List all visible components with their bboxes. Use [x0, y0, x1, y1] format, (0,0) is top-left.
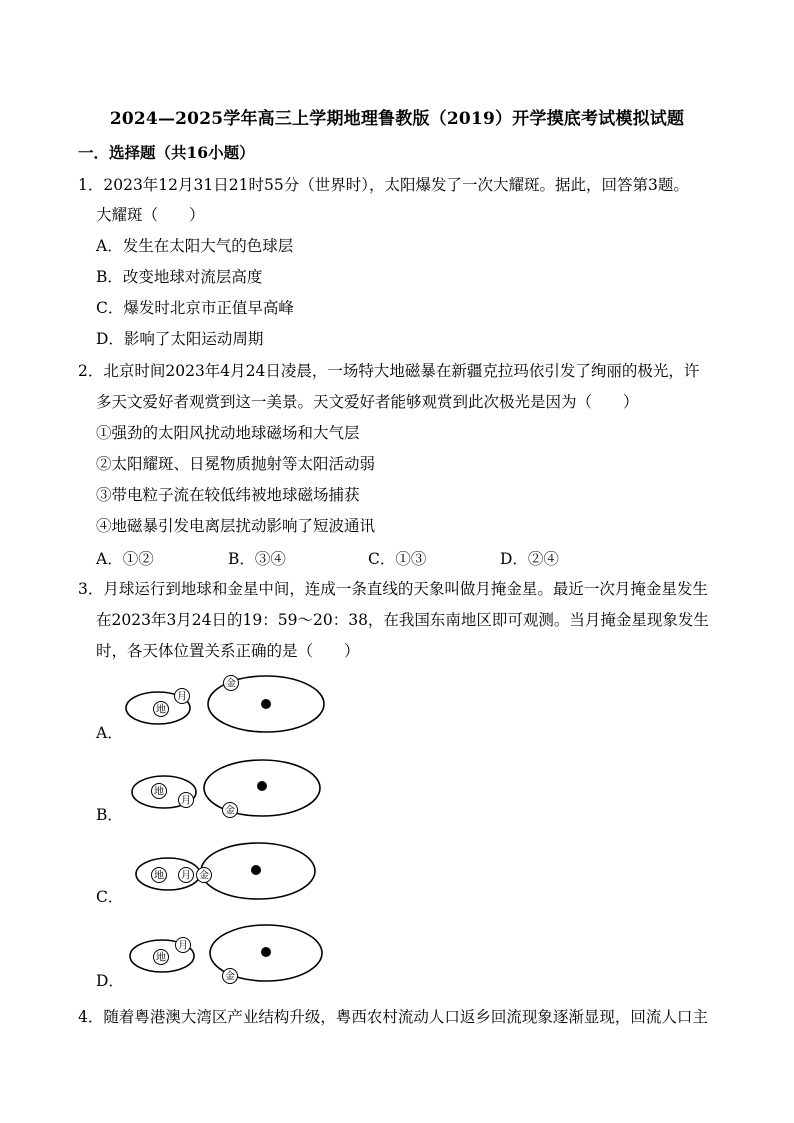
sun-dot [261, 699, 271, 709]
q1-option-a[interactable]: A．发生在太阳大气的色球层 [96, 237, 294, 255]
q3-option-a[interactable]: A． [96, 724, 123, 742]
q3-option-c[interactable]: C． [96, 888, 124, 906]
earth-label: 地 [154, 870, 164, 882]
q1-option-c[interactable]: C．爆发时北京市正值早高峰 [96, 299, 294, 317]
q2-option-c[interactable]: C．①③ [368, 550, 427, 568]
q3-option-d[interactable]: D． [96, 972, 124, 990]
q3-diagram-a[interactable] [120, 672, 330, 742]
q2-item-1: ①强劲的太阳风扰动地球磁场和大气层 [96, 424, 360, 442]
page-title: 2024—2025学年高三上学期地理鲁教版（2019）开学摸底考试模拟试题 [109, 109, 685, 129]
q1-stem-line2: 大耀斑（ ） [96, 206, 205, 224]
sun-dot [257, 781, 267, 791]
q3-diagram-b[interactable] [120, 756, 330, 826]
venus-label: 金 [225, 805, 235, 817]
moon-label: 月 [181, 795, 191, 807]
q3-diagram-d[interactable] [120, 920, 330, 990]
q1-stem-line1: 1．2023年12月31日21时55分（世界时），太阳爆发了一次大耀斑。据此，回答第3题。 [78, 176, 689, 194]
q2-option-d[interactable]: D．②④ [500, 550, 559, 568]
venus-label: 金 [226, 678, 236, 690]
q3-option-b[interactable]: B． [96, 806, 123, 824]
earth-label: 地 [154, 786, 164, 798]
q2-stem-line2: 多天文爱好者观赏到这一美景。天文爱好者能够观赏到此次极光是因为（ ） [96, 393, 639, 411]
q3-diagram-c[interactable] [120, 838, 330, 908]
venus-label: 金 [225, 971, 235, 983]
earth-label: 地 [156, 704, 166, 716]
q1-option-b[interactable]: B．改变地球对流层高度 [96, 268, 263, 286]
q1-option-d[interactable]: D．影响了太阳运动周期 [96, 330, 264, 348]
q3-stem-line1: 3．月球运行到地球和金星中间，连成一条直线的天象叫做月掩金星。最近一次月掩金星发生 [78, 580, 708, 598]
q2-item-2: ②太阳耀斑、日冕物质抛射等太阳活动弱 [96, 455, 376, 473]
section-heading: 一．选择题（共16小题） [78, 143, 255, 162]
q2-option-b[interactable]: B．③④ [228, 550, 286, 568]
q4-stem-line1: 4．随着粤港澳大湾区产业结构升级，粤西农村流动人口返乡回流现象逐渐显现，回流人口主 [78, 1008, 708, 1026]
moon-label: 月 [178, 940, 188, 952]
moon-label: 月 [181, 870, 191, 882]
sun-dot [251, 865, 261, 875]
earth-label: 地 [156, 952, 166, 964]
sun-dot [261, 947, 271, 957]
venus-label: 金 [199, 870, 209, 882]
q2-stem-line1: 2．北京时间2023年4月24日凌晨，一场特大地磁暴在新疆克拉玛依引发了绚丽的极光，许 [78, 362, 700, 380]
q2-option-a[interactable]: A．①② [96, 550, 154, 568]
moon-label: 月 [177, 691, 187, 703]
q3-stem-line3: 时，各天体位置关系正确的是（ ） [96, 642, 360, 660]
q3-stem-line2: 在2023年3月24日的19：59～20：38，在我国东南地区即可观测。当月掩金星现象发生 [96, 611, 709, 629]
q2-item-4: ④地磁暴引发电离层扰动影响了短波通讯 [96, 517, 376, 535]
q2-item-3: ③带电粒子流在较低纬被地球磁场捕获 [96, 486, 360, 504]
